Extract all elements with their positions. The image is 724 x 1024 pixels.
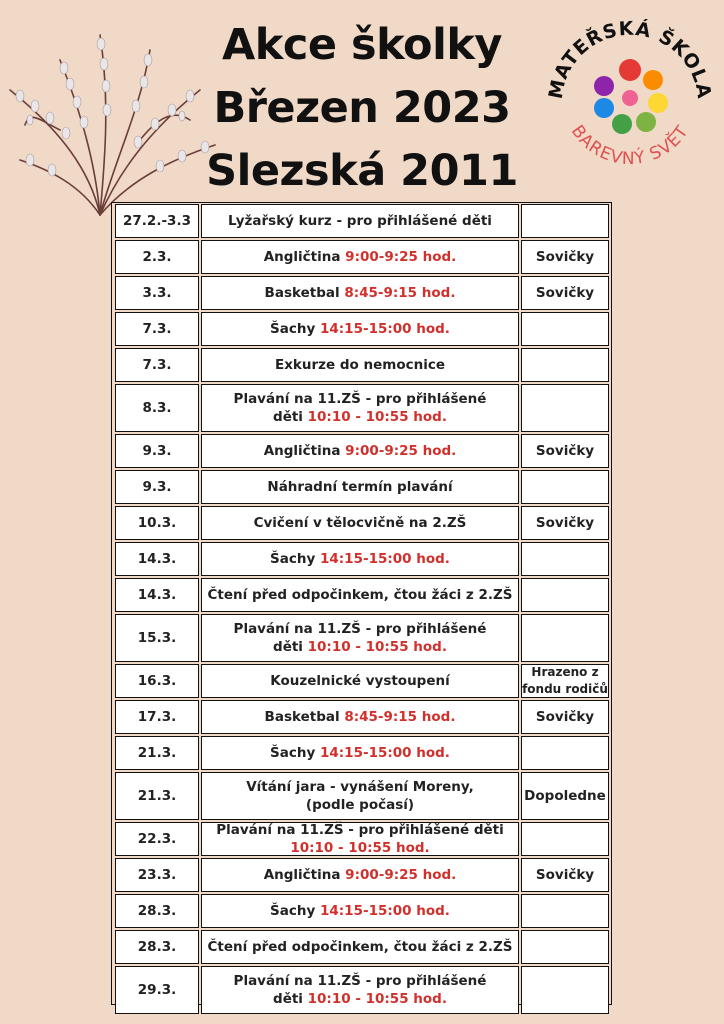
activity-cell bbox=[201, 204, 519, 238]
activity-text bbox=[207, 586, 512, 604]
activity-time: 8:45-9:15 hod. bbox=[344, 709, 456, 725]
table-row bbox=[112, 894, 611, 928]
activity-cell bbox=[201, 664, 519, 698]
date-cell: 14.3. bbox=[115, 542, 199, 576]
note-cell: Hrazeno z fondu rodičů bbox=[522, 665, 608, 696]
date-cell: 17.3. bbox=[115, 700, 199, 734]
activity-cell bbox=[201, 894, 519, 928]
date-cell: 9.3. bbox=[115, 434, 199, 468]
note-cell bbox=[521, 966, 609, 1014]
activity-cell bbox=[201, 348, 519, 382]
activity-label: Plavání na 11.ZŠ - pro přihlášené děti bbox=[233, 391, 487, 425]
date-cell: 9.3. bbox=[115, 470, 199, 504]
table-row bbox=[112, 384, 611, 432]
date-cell: 29.3. bbox=[115, 966, 199, 1014]
activity-text bbox=[270, 744, 450, 762]
date-cell: 15.3. bbox=[115, 614, 199, 662]
table-row bbox=[112, 736, 611, 770]
date-cell: 21.3. bbox=[115, 736, 199, 770]
note-cell: Sovičky bbox=[521, 240, 609, 274]
date-cell: 8.3. bbox=[115, 384, 199, 432]
hand-prints-icon bbox=[594, 59, 668, 134]
activity-time: 14:15-15:00 hod. bbox=[320, 745, 450, 761]
date-cell: 3.3. bbox=[115, 276, 199, 310]
note-cell: Sovičky bbox=[521, 434, 609, 468]
date-cell: 27.2.-3.3 bbox=[115, 204, 199, 238]
date-cell: 7.3. bbox=[115, 312, 199, 346]
activity-label: Plavání na 11.ZŠ - pro přihlášené děti bbox=[233, 621, 487, 655]
date-cell: 28.3. bbox=[115, 930, 199, 964]
activity-time: 10:10 - 10:55 hod. bbox=[290, 840, 430, 856]
date-cell: 10.3. bbox=[115, 506, 199, 540]
activity-time: 9:00-9:25 hod. bbox=[345, 249, 457, 265]
date-cell: 16.3. bbox=[115, 664, 199, 698]
note-cell bbox=[521, 312, 609, 346]
activity-cell bbox=[201, 966, 519, 1014]
note-cell bbox=[521, 736, 609, 770]
note-cell bbox=[521, 578, 609, 612]
table-row bbox=[112, 578, 611, 612]
title-line-2: Březen 2023 bbox=[213, 83, 511, 133]
activity-cell bbox=[201, 506, 519, 540]
activity-label: Angličtina bbox=[263, 443, 341, 459]
activity-time: 14:15-15:00 hod. bbox=[320, 903, 450, 919]
activity-cell bbox=[201, 434, 519, 468]
activity-text bbox=[202, 620, 518, 656]
activity-text bbox=[275, 356, 445, 374]
title-line-1: Akce školky bbox=[222, 20, 502, 70]
activity-text bbox=[270, 672, 450, 690]
page-title bbox=[150, 14, 574, 203]
activity-cell bbox=[201, 858, 519, 892]
activity-text bbox=[267, 478, 452, 496]
activity-label: Čtení před odpočinkem, čtou žáci z 2.ZŠ bbox=[207, 587, 513, 603]
activity-label: Cvičení v tělocvičně na 2.ZŠ bbox=[253, 515, 467, 531]
logo-bottom-text: BAREVNÝ SVĚT bbox=[566, 121, 694, 170]
logo-top-text: MATEŘSKÁ ŠKOLA bbox=[544, 17, 716, 101]
school-logo bbox=[540, 8, 720, 178]
activity-label: Plavání na 11.ZŠ - pro přihlášené děti bbox=[216, 822, 504, 838]
note-cell: Sovičky bbox=[521, 858, 609, 892]
table-row bbox=[112, 614, 611, 662]
note-cell: Sovičky bbox=[521, 506, 609, 540]
note-cell bbox=[521, 614, 609, 662]
activity-time: 14:15-15:00 hod. bbox=[320, 321, 450, 337]
activity-cell bbox=[201, 470, 519, 504]
activity-text bbox=[202, 778, 518, 814]
activity-time: 10:10 - 10:55 hod. bbox=[307, 409, 447, 425]
activity-text bbox=[202, 972, 518, 1008]
activity-time: 10:10 - 10:55 hod. bbox=[307, 639, 447, 655]
activity-label: Angličtina bbox=[263, 867, 341, 883]
date-cell: 7.3. bbox=[115, 348, 199, 382]
date-cell: 14.3. bbox=[115, 578, 199, 612]
activity-text bbox=[202, 390, 518, 426]
activity-text bbox=[254, 514, 467, 532]
note-cell bbox=[521, 470, 609, 504]
activity-cell bbox=[201, 736, 519, 770]
activity-time: 9:00-9:25 hod. bbox=[345, 443, 457, 459]
activity-cell bbox=[201, 240, 519, 274]
activity-cell bbox=[201, 384, 519, 432]
table-row bbox=[112, 664, 611, 698]
activity-label: Čtení před odpočinkem, čtou žáci z 2.ZŠ bbox=[207, 939, 513, 955]
activity-text bbox=[265, 708, 456, 726]
table-row bbox=[112, 822, 611, 856]
activity-label: Lyžařský kurz - pro přihlášené děti bbox=[228, 213, 492, 229]
activity-label: Kouzelnické vystoupení bbox=[270, 673, 450, 689]
activity-time: 8:45-9:15 hod. bbox=[344, 285, 456, 301]
activity-text bbox=[265, 284, 456, 302]
activity-label: Basketbal bbox=[264, 285, 340, 301]
date-cell: 22.3. bbox=[115, 822, 199, 856]
date-cell: 21.3. bbox=[115, 772, 199, 820]
activity-label: Šachy bbox=[270, 551, 316, 567]
table-row bbox=[112, 542, 611, 576]
table-row bbox=[112, 204, 611, 238]
activity-text bbox=[270, 320, 450, 338]
activity-label: Náhradní termín plavání bbox=[267, 479, 453, 495]
activity-cell bbox=[201, 614, 519, 662]
activity-label: Angličtina bbox=[263, 249, 341, 265]
table-row bbox=[112, 434, 611, 468]
activity-label: Exkurze do nemocnice bbox=[274, 357, 446, 373]
activity-cell bbox=[201, 930, 519, 964]
title-line-3: Slezská 2011 bbox=[206, 146, 518, 196]
table-row bbox=[112, 858, 611, 892]
activity-cell bbox=[201, 276, 519, 310]
date-cell: 23.3. bbox=[115, 858, 199, 892]
note-cell bbox=[521, 822, 609, 856]
activity-cell bbox=[201, 578, 519, 612]
activity-label: Plavání na 11.ZŠ - pro přihlášené děti bbox=[233, 973, 487, 1007]
date-cell: 2.3. bbox=[115, 240, 199, 274]
activity-label: Vítání jara - vynášení Moreny, (podle počasí) bbox=[246, 779, 474, 813]
table-row bbox=[112, 276, 611, 310]
activity-text bbox=[202, 821, 518, 857]
schedule-table bbox=[111, 202, 612, 1005]
activity-text bbox=[207, 938, 512, 956]
table-row bbox=[112, 240, 611, 274]
activity-time: 9:00-9:25 hod. bbox=[345, 867, 457, 883]
activity-label: Šachy bbox=[270, 321, 316, 337]
table-row bbox=[112, 772, 611, 820]
activity-label: Basketbal bbox=[264, 709, 340, 725]
note-cell bbox=[521, 930, 609, 964]
activity-label: Šachy bbox=[270, 745, 316, 761]
table-row bbox=[112, 470, 611, 504]
note-cell: Sovičky bbox=[521, 276, 609, 310]
note-cell bbox=[521, 384, 609, 432]
activity-time: 14:15-15:00 hod. bbox=[320, 551, 450, 567]
activity-time: 10:10 - 10:55 hod. bbox=[307, 991, 447, 1007]
note-cell bbox=[521, 894, 609, 928]
activity-cell bbox=[201, 312, 519, 346]
note-cell: Dopoledne bbox=[521, 772, 609, 820]
table-row bbox=[112, 966, 611, 1014]
activity-text bbox=[264, 248, 457, 266]
table-row bbox=[112, 348, 611, 382]
activity-cell bbox=[201, 542, 519, 576]
activity-text bbox=[270, 550, 450, 568]
activity-cell bbox=[201, 822, 519, 856]
activity-cell bbox=[201, 772, 519, 820]
activity-cell bbox=[201, 700, 519, 734]
note-cell: Sovičky bbox=[521, 700, 609, 734]
note-cell bbox=[521, 542, 609, 576]
table-row bbox=[112, 312, 611, 346]
note-cell bbox=[521, 204, 609, 238]
note-cell bbox=[521, 348, 609, 382]
table-row bbox=[112, 930, 611, 964]
table-row bbox=[112, 506, 611, 540]
activity-text bbox=[264, 866, 457, 884]
table-row bbox=[112, 700, 611, 734]
date-cell: 28.3. bbox=[115, 894, 199, 928]
activity-label: Šachy bbox=[270, 903, 316, 919]
activity-text bbox=[228, 212, 492, 230]
activity-text bbox=[270, 902, 450, 920]
activity-text bbox=[264, 442, 457, 460]
